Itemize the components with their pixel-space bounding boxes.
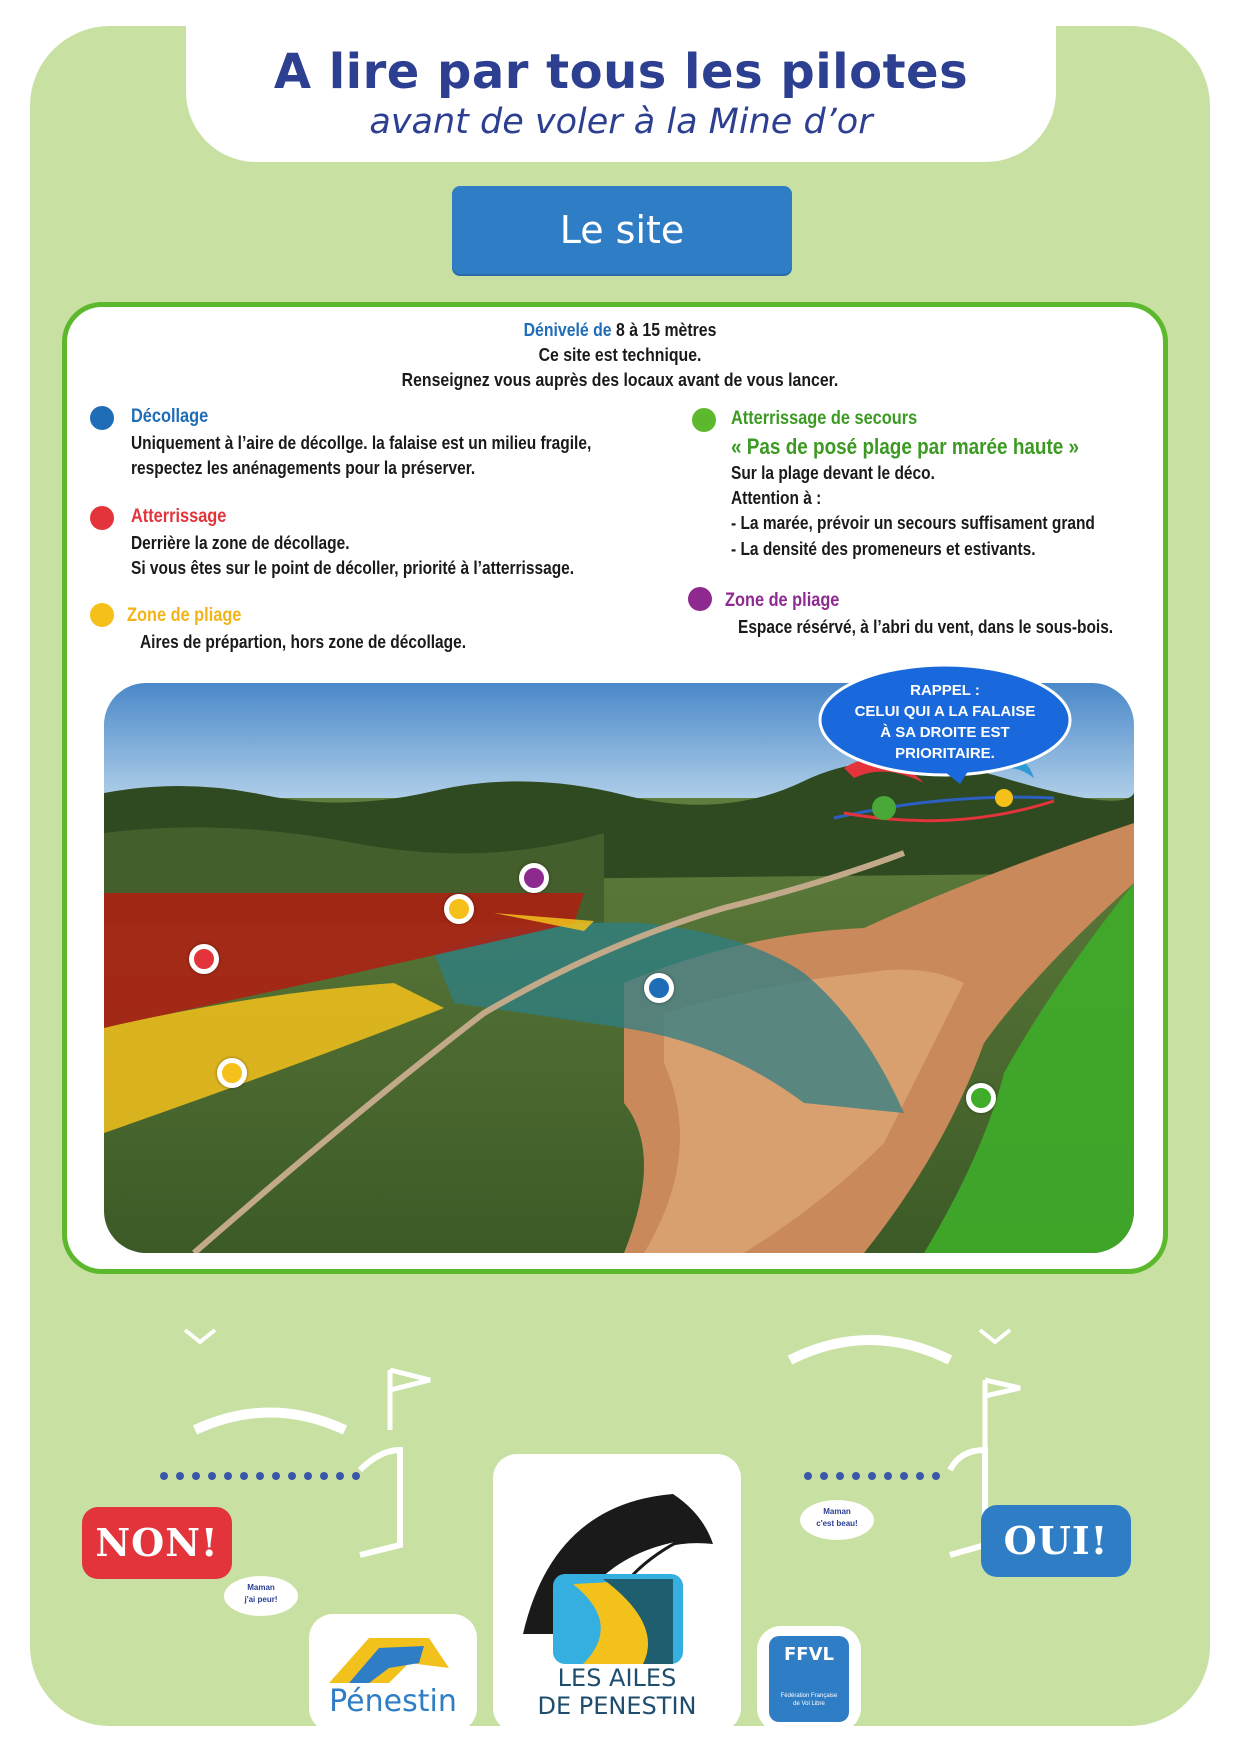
penestin-logo: Pénestin	[309, 1614, 477, 1732]
purple-dot-icon	[688, 587, 712, 611]
marker-atterrissage[interactable]	[189, 944, 219, 974]
left-dotted-line	[160, 1472, 360, 1480]
penestin-cliff-icon	[309, 1618, 477, 1688]
marker-decollage[interactable]	[644, 973, 674, 1003]
paraglider-wing-icon	[493, 1464, 741, 1664]
reminder-bubble: RAPPEL : CELUI QUI A LA FALAISE À SA DROITE EST PRIORITAIRE.	[810, 660, 1080, 784]
intro-line-3: Renseignez vous auprès des locaux avant de vous lancer.	[401, 370, 839, 390]
non-badge: NON!	[82, 1507, 232, 1579]
marker-pliage-violet[interactable]	[519, 863, 549, 893]
intro-line-1: Dénivelé de 8 à 15 mètres	[523, 320, 717, 340]
ffvl-logo: FFVL Fédération Française de Vol Libre	[757, 1626, 861, 1732]
marker-secours[interactable]	[966, 1083, 996, 1113]
right-speech-bubble: Maman c'est beau!	[800, 1500, 874, 1540]
ailes-penestin-logo: LES AILES DE PENESTIN	[493, 1454, 741, 1732]
page-subtitle: avant de voler à la Mine d’or	[369, 102, 873, 142]
section-label-button[interactable]: Le site	[452, 186, 792, 274]
marker-pliage-jaune-1[interactable]	[217, 1058, 247, 1088]
red-dot-icon	[90, 506, 114, 530]
blue-dot-icon	[90, 406, 114, 430]
oui-badge: OUI!	[981, 1505, 1131, 1577]
left-speech-bubble: Maman j'ai peur!	[224, 1576, 298, 1616]
yellow-dot-icon	[90, 603, 114, 627]
page-title: A lire par tous les pilotes	[273, 44, 969, 100]
marker-pliage-jaune-2[interactable]	[444, 894, 474, 924]
intro-line-2: Ce site est technique.	[538, 345, 702, 365]
green-dot-icon	[692, 408, 716, 432]
right-dotted-line	[804, 1472, 940, 1480]
